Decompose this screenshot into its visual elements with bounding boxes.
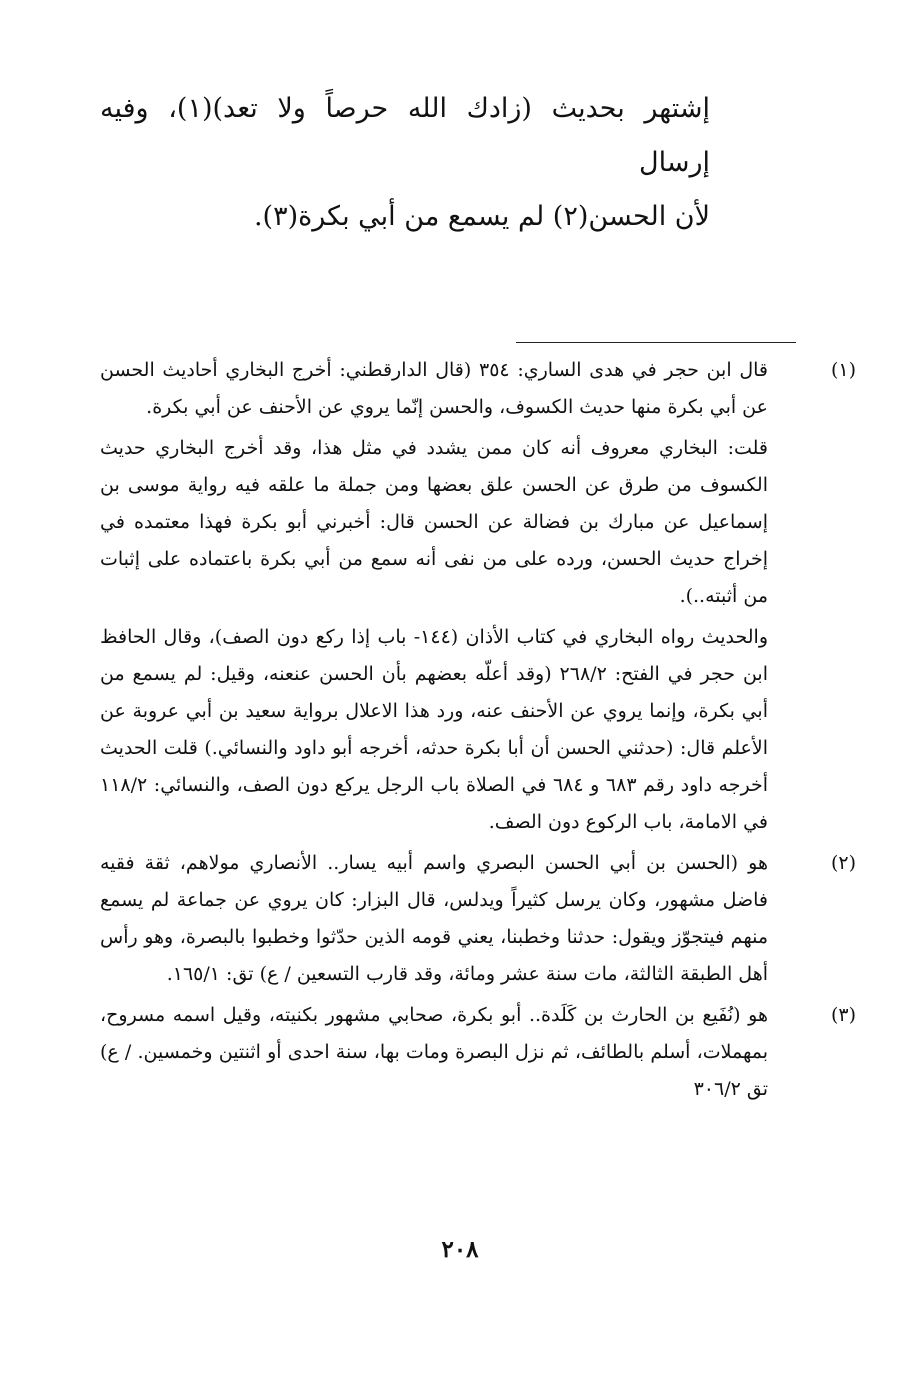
footnote-paragraph: هو (الحسن بن أبي الحسن البصري واسم أبيه يسار.. الأنصاري مولاهم، ثقة فقيه فاضل مشهور، وكان يرسل كثيراً ويدلس، قال البزار: كان يروي عن جماعة لم يسمع منهم فيتجوّز ويقول: حدثنا وخطبنا، يعني قومه الذين حدّثوا وخطبوا بالبصرة، وهو رأس أهل الطبقة الثالثة، مات سنة عشر ومائة، وقد قارب التسعين / ع) تق: ١٦٥/١. <box>100 852 768 985</box>
footnote-paragraph: والحديث رواه البخاري في كتاب الأذان (١٤٤- باب إذا ركع دون الصف)، وقال الحافظ ابن حجر في الفتح: ٢٦٨/٢ (وقد أعلّه بعضهم بأن الحسن عنعنه، وقيل: لم يسمع من أبي بكرة، وإنما يروي عن الأحنف عنه، ورد هذا الاعلال برواية سعيد بن أبي عروبة عن الأعلم قال: (حدثني الحسن أن أبا بكرة حدثه، أخرجه أبو داود والنسائي.) قلت الحديث أخرجه داود رقم ٦٨٣ و ٦٨٤ في الصلاة باب الرجل يركع دون الصف، والنسائي: ١١٨/٢ في الامامة، باب الركوع دون الصف. <box>100 626 769 833</box>
main-text-line: لأن الحسن(٢) لم يسمع من أبي بكرة(٣). <box>253 201 710 232</box>
footnote-1 <box>100 352 856 841</box>
footnotes <box>100 352 856 1112</box>
footnote-3 <box>100 997 856 1108</box>
footnote-paragraph: قلت: البخاري معروف أنه كان ممن يشدد في مثل هذا، وقد أخرج البخاري حديث الكسوف من طرق عن الحسن علق بعضها ومن جملة ما علقه فيه رواية موسى بن إسماعيل عن مبارك بن فضالة عن الحسن قال: أخبرني أبو بكرة فهذا معتمده في إخراج حديث الحسن، ورده على من نفى أنه سمع من أبي بكرة باعتماده على إثبات من أثبته..). <box>100 437 768 607</box>
page-number: ٢٠٨ <box>441 1236 479 1263</box>
footnote-separator <box>516 342 796 343</box>
footnote-paragraph: قال ابن حجر في هدى الساري: ٣٥٤ (قال الدارقطني: أخرج البخاري أحاديث الحسن عن أبي بكرة منها حديث الكسوف، والحسن إنّما يروي عن الأحنف عن أبي بكرة. <box>100 359 768 418</box>
footnote-2 <box>100 845 856 993</box>
footnote-number: (٣) <box>830 1004 856 1026</box>
main-text <box>100 82 710 244</box>
main-text-line: إشتهر بحديث (زادك الله حرصاً ولا تعد)(١)، وفيه إرسال <box>100 93 710 178</box>
footnote-number: (١) <box>830 359 856 381</box>
footnote-paragraph: هو (نُفَيع بن الحارث بن كَلَدة.. أبو بكرة، صحابي مشهور بكنيته، وقيل اسمه مسروح، بمهملات، أسلم بالطائف، ثم نزل البصرة ومات بها، سنة احدى أو اثنتين وخمسين. / ع) تق ٣٠٦/٢ <box>100 1004 768 1100</box>
footnote-number: (٢) <box>830 852 856 874</box>
